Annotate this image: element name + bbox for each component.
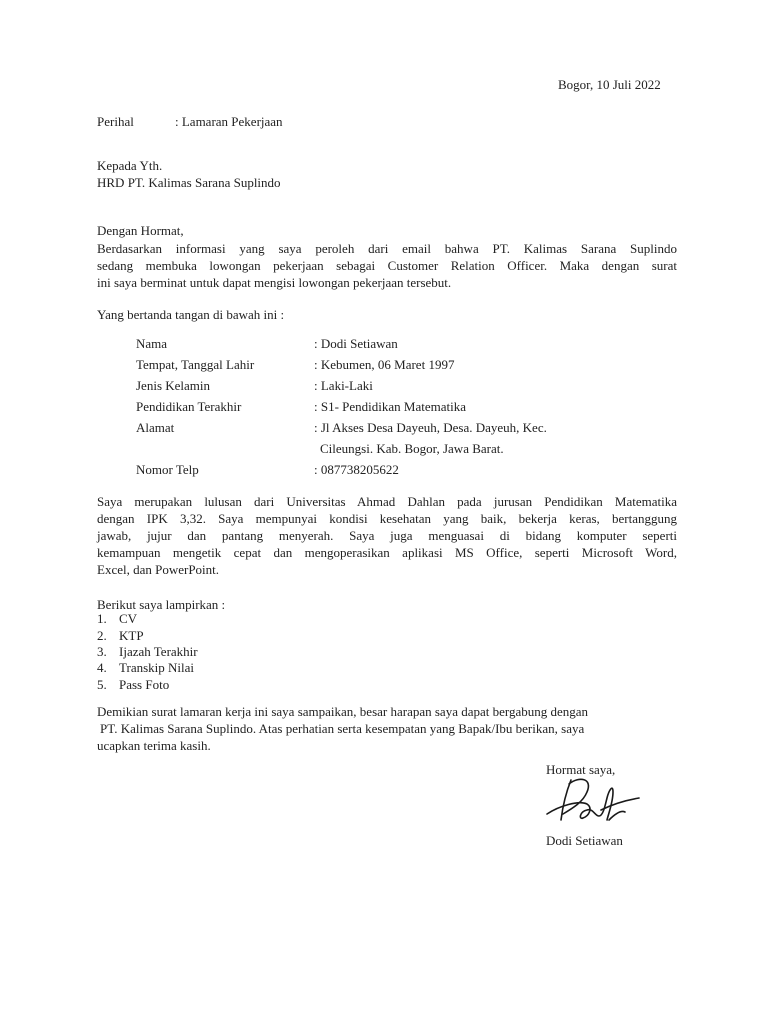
intro-line: ini saya berminat untuk dapat mengisi lowongan pekerjaan tersebut. bbox=[97, 275, 452, 290]
intro-paragraph bbox=[97, 240, 677, 291]
intro-line: Berdasarkan informasi yang saya peroleh dari email bahwa PT. Kalimas Sarana Suplindo bbox=[97, 241, 677, 256]
intro-line: sedang membuka lowongan pekerjaan sebagai Customer Relation Officer. Maka dengan surat bbox=[97, 258, 677, 273]
signer-name: Dodi Setiawan bbox=[546, 833, 623, 848]
identity-value-gender: : Laki-Laki bbox=[314, 378, 373, 393]
list-item: KTP bbox=[119, 628, 144, 643]
identity-value-name: : Dodi Setiawan bbox=[314, 336, 398, 351]
identity-label-phone: Nomor Telp bbox=[136, 462, 199, 477]
about-line: dengan IPK 3,32. Saya mempunyai kondisi kesehatan yang baik, bekerja keras, bertanggung bbox=[97, 511, 677, 526]
regards: Hormat saya, bbox=[546, 762, 616, 777]
list-item: Transkip Nilai bbox=[119, 660, 194, 675]
identity-value-phone: : 087738205622 bbox=[314, 462, 399, 477]
about-line: Excel, dan PowerPoint. bbox=[97, 562, 220, 577]
list-item-number: 2. bbox=[97, 628, 107, 643]
identity-label-education: Pendidikan Terakhir bbox=[136, 399, 242, 414]
recipient-line-1: Kepada Yth. bbox=[97, 158, 163, 173]
list-item: Ijazah Terakhir bbox=[119, 644, 198, 659]
attachments-heading: Berikut saya lampirkan : bbox=[97, 597, 226, 612]
about-line: jawab, jujur dan pantang menyerah. Saya juga menguasai di bidang komputer seperti bbox=[97, 528, 677, 543]
identity-value-birth: : Kebumen, 06 Maret 1997 bbox=[314, 357, 455, 372]
closing-line: PT. Kalimas Sarana Suplindo. Atas perhatian serta kesempatan yang Bapak/Ibu berikan, saya bbox=[100, 721, 585, 736]
place-date: Bogor, 10 Juli 2022 bbox=[558, 77, 661, 92]
identity-value-education: : S1- Pendidikan Matematika bbox=[314, 399, 467, 414]
list-item-number: 5. bbox=[97, 677, 107, 692]
list-item-number: 1. bbox=[97, 611, 107, 626]
closing-line: ucapkan terima kasih. bbox=[97, 738, 211, 753]
list-item: CV bbox=[119, 611, 138, 626]
about-line: Saya merupakan lulusan dari Universitas Ahmad Dahlan pada jurusan Pendidikan Matematika bbox=[97, 494, 677, 509]
closing-paragraph bbox=[97, 703, 670, 754]
list-item-number: 4. bbox=[97, 660, 107, 675]
identity-value-address: : Jl Akses Desa Dayeuh, Desa. Dayeuh, Kec. bbox=[314, 420, 547, 435]
greeting: Dengan Hormat, bbox=[97, 223, 184, 238]
recipient-line-2: HRD PT. Kalimas Sarana Suplindo bbox=[97, 175, 281, 190]
identity-label-name: Nama bbox=[136, 336, 168, 351]
closing-line: Demikian surat lamaran kerja ini saya sampaikan, besar harapan saya dapat bergabung dengan bbox=[97, 704, 589, 719]
about-line: kemampuan mengetik cepat dan mengoperasikan aplikasi MS Office, seperti Microsoft Word, bbox=[97, 545, 677, 560]
about-paragraph bbox=[97, 493, 677, 578]
signed-below-text: Yang bertanda tangan di bawah ini : bbox=[97, 307, 285, 322]
identity-label-birth: Tempat, Tanggal Lahir bbox=[136, 357, 255, 372]
list-item-number: 3. bbox=[97, 644, 107, 659]
signature bbox=[543, 770, 643, 832]
subject-value: : Lamaran Pekerjaan bbox=[175, 114, 283, 129]
identity-label-address: Alamat bbox=[136, 420, 175, 435]
subject-label: Perihal bbox=[97, 114, 134, 129]
list-item: Pass Foto bbox=[119, 677, 170, 692]
identity-label-gender: Jenis Kelamin bbox=[136, 378, 211, 393]
identity-value-address-line-2: Cileungsi. Kab. Bogor, Jawa Barat. bbox=[320, 441, 504, 456]
